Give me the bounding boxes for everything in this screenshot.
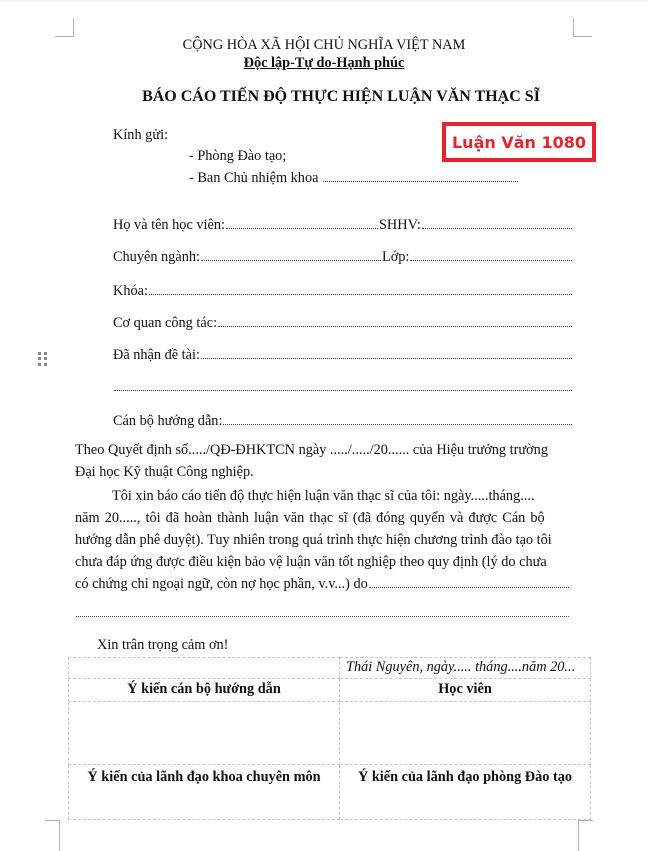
field-thesis-topic — [113, 346, 573, 364]
student-name-blank[interactable] — [226, 216, 378, 229]
margin-corner-top-left — [55, 18, 74, 37]
recipient-faculty-label: - Ban Chủ nhiệm khoa — [189, 170, 319, 186]
field-major — [113, 248, 573, 266]
report-line-5: có chứng chỉ ngoại ngữ, còn nợ học phần, v.v...) do — [75, 576, 368, 592]
advisor-opinion-header: Ý kiến cán bộ hướng dẫn — [69, 679, 340, 702]
decision-line-1: Theo Quyết định số...../QĐ-ĐHKTCN ngày ...../...../20...... của Hiệu trưởng trường — [75, 442, 548, 458]
recipients-label: Kính gửi: — [113, 127, 169, 143]
decision-paragraph — [75, 439, 573, 483]
faculty-opinion-header: Ý kiến của lãnh đạo khoa chuyên môn — [69, 765, 340, 820]
report-paragraph — [75, 485, 573, 573]
field-student-name — [113, 216, 573, 234]
report-line-4: chưa đáp ứng được điều kiện bảo vệ luận văn tốt nghiệp theo quy định (lý do chưa — [75, 554, 547, 570]
top-strip — [0, 0, 648, 2]
student-header: Học viên — [340, 679, 591, 702]
student-signature-area[interactable] — [340, 702, 591, 765]
recipient-faculty-blank[interactable] — [323, 169, 518, 182]
reason-line — [75, 575, 570, 593]
motto: Độc lập-Tự do-Hạnh phúc — [243, 55, 405, 71]
date-empty-cell — [69, 658, 340, 679]
training-office-opinion-header: Ý kiến của lãnh đạo phòng Đào tạo — [340, 765, 591, 820]
class-label: Lớp: — [381, 249, 410, 265]
field-workplace — [113, 314, 573, 332]
watermark-badge: Luận Văn 1080 — [442, 122, 596, 162]
workplace-blank[interactable] — [218, 314, 572, 327]
student-name-label: Họ và tên học viên: — [113, 217, 225, 233]
student-id-blank[interactable] — [422, 216, 572, 229]
decision-line-2: Đại học Kỹ thuật Công nghiệp. — [75, 464, 254, 480]
place-date: Thái Nguyên, ngày..... tháng....năm 20... — [340, 658, 591, 679]
field-advisor — [113, 412, 573, 430]
field-thesis-topic-cont — [113, 378, 573, 391]
signature-table — [68, 657, 591, 820]
cohort-label: Khóa: — [113, 283, 148, 299]
major-label: Chuyên ngành: — [113, 249, 200, 265]
thesis-topic-blank[interactable] — [201, 346, 572, 359]
advisor-signature-area[interactable] — [69, 702, 340, 765]
document-title: BÁO CÁO TIẾN ĐỘ THỰC HIỆN LUẬN VĂN THẠC SĨ — [142, 88, 540, 105]
report-line-1: Tôi xin báo cáo tiến độ thực hiện luận văn thạc sĩ của tôi: ngày.....tháng.... — [112, 488, 535, 504]
reason-blank[interactable] — [369, 575, 569, 588]
major-blank[interactable] — [201, 248, 381, 261]
reason-line-2 — [75, 604, 570, 617]
margin-corner-bottom-right — [578, 820, 593, 851]
drag-handle-icon[interactable] — [38, 352, 48, 366]
field-cohort — [113, 282, 573, 300]
recipient-faculty-board — [189, 169, 519, 187]
workplace-label: Cơ quan công tác: — [113, 315, 218, 331]
thesis-topic-label: Đã nhận đề tài: — [113, 347, 200, 363]
reason-blank-2[interactable] — [76, 604, 569, 617]
class-blank[interactable] — [410, 248, 572, 261]
margin-corner-top-right — [573, 18, 592, 37]
thesis-topic-blank-2[interactable] — [114, 378, 572, 391]
student-id-label: SHHV: — [378, 217, 421, 233]
thanks-text: Xin trân trọng cảm ơn! — [97, 637, 229, 653]
report-line-3: hướng dẫn phê duyệt). Tuy nhiên trong quá trình thực hiện chương trình đào tạo tôi — [75, 532, 552, 548]
report-line-2: năm 20....., tôi đã hoàn thành luận văn thạc sĩ (đã đóng quyển và được Cán bộ — [75, 510, 545, 526]
advisor-blank[interactable] — [223, 412, 572, 425]
advisor-label: Cán bộ hướng dẫn: — [113, 413, 223, 429]
recipient-training-office: - Phòng Đào tạo; — [189, 148, 287, 164]
nation-heading: CỘNG HÒA XÃ HỘI CHỦ NGHĨA VIỆT NAM — [182, 37, 466, 53]
cohort-blank[interactable] — [149, 282, 572, 295]
margin-corner-bottom-left — [45, 820, 60, 851]
